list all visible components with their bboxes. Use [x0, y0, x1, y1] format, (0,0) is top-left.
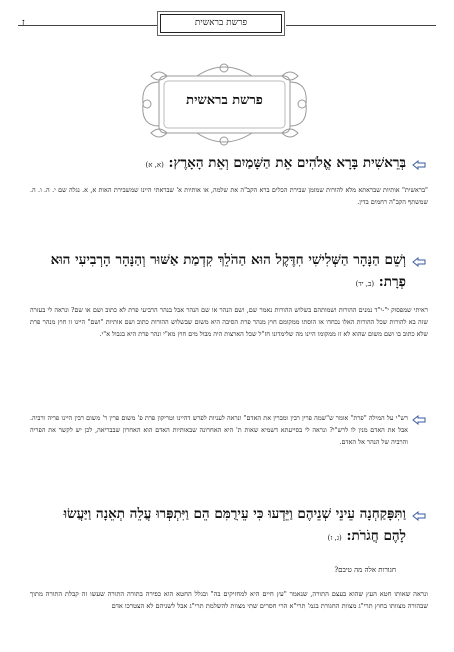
page-number: ז [22, 18, 25, 28]
parsha-title: פרשת בראשית [186, 93, 263, 108]
header-rule-right [286, 25, 436, 26]
verse-3 [44, 503, 406, 549]
verse-2 [44, 249, 406, 295]
verse-1 [70, 152, 406, 176]
verse-3-text: וַתִּפָּקַחְנָה עֵינֵי שְׁנֵיהֶם וַיֵּדְעוּ כִּי עֵירֻמִּם הֵם וַיִּתְפְּרוּ עֲלֵה תְאֵנָה וַיַּעֲשׂוּ לָהֶם חֲגֹרֹת: [63, 506, 406, 544]
pointing-hand-icon [412, 414, 426, 425]
commentary-3: רש"י על המילה "פרת" אומר ש"שמה פרין רבין ומברין את האדם" ונראה לעניות לפרש דהיינו וטריקון פרת פ' משום פרין ר' משום רבין היינו פריה ורביה. אבל את האדם מנין לו לרש"י? ונראה לי בסייעתא דשמיא שאות ת' היא האחרונה שבאותיות האדם הוא האחרון שבבריאה, לכן יש לקשר את הפריה והרביה של הנהר אל האדם. [30, 414, 408, 446]
commentary-2: ראיתי שמפסוק י"-י"ד נמנים ההורות ושמותהם בשלוש ההורות נאמר שם, ושם הנהר או שם הנהר אבל בנהר הרביעי פרת לא כתוב ושם או שם? ונראה לי בעזרה שזה בא להורות שכל ההורות האלו נכחדו או הוסתו ממקומם חוץ מנהר פרת הסיבה היא משום שבשלוש ההורות כתוב ושם אותיות "ושם" היינו זו חוץ מנהר פרת שלא כתוב בו ושם משום שהוא לא זז ממקומו היינו מה שלימדונו חז"ל שכל הארצות היה מבול מים חוץ מא"י ונהר פרת היא בגבול א"י. [30, 306, 428, 338]
verse-2-ref: (ב, יד) [355, 280, 375, 288]
verse-1-text: בְּרֵאשִׁית בָּרָא אֱלֹהִים אֵת הַשָּׁמַיִם וְאֵת הָאָרֶץ: [168, 155, 406, 171]
question-line: חגורות אלה מה טיבם? [334, 566, 396, 574]
header-rule-left [18, 25, 158, 26]
verse-2-text: וְשֵׁם הַנָּהָר הַשְּׁלִישִׁי חִדֶּקֶל הוּא הַהֹלֵךְ קִדְמַת אַשּׁוּר וְהַנָּהָר הָרְבִיעִי הוּא פְרָת: [50, 252, 406, 290]
parsha-header [160, 14, 282, 33]
parsha-header-label: פרשת בראשית [194, 18, 248, 28]
commentary-4: ונראה שאותו חטא העץ שהוא בעצם התורה, שנאמר "עץ חיים היא למחזיקים בה" ובגלל החטא הוא כפירה בתורה התורה שעשו זה קבלת התורה מתוך שבהורה מצוותו בחוץ תרי"ג מצוות החגורת בגמ' תרי"א הרי חסרים שתי מצוות להשלמת תרי"ג אבל לשניהם לא הצטרכו אדם [30, 590, 428, 610]
verse-3-ref: (ג, ז) [327, 534, 342, 542]
verse-1-ref: (א, א) [145, 161, 164, 169]
pointing-hand-icon [412, 256, 426, 267]
pointing-hand-icon [412, 510, 426, 521]
pointing-hand-icon [412, 159, 426, 170]
commentary-1: "בראשית" אותיות שבראתא מלא להורות שמזמן שבירת הכלים ברא הקב"ה את שלמה, או אותיות א' שבראתי היינו שמשבירת האות א, א. נגלה שם י. ה. ו. ה. שמשתף הקב"ה רחמים בדין. [30, 186, 428, 206]
